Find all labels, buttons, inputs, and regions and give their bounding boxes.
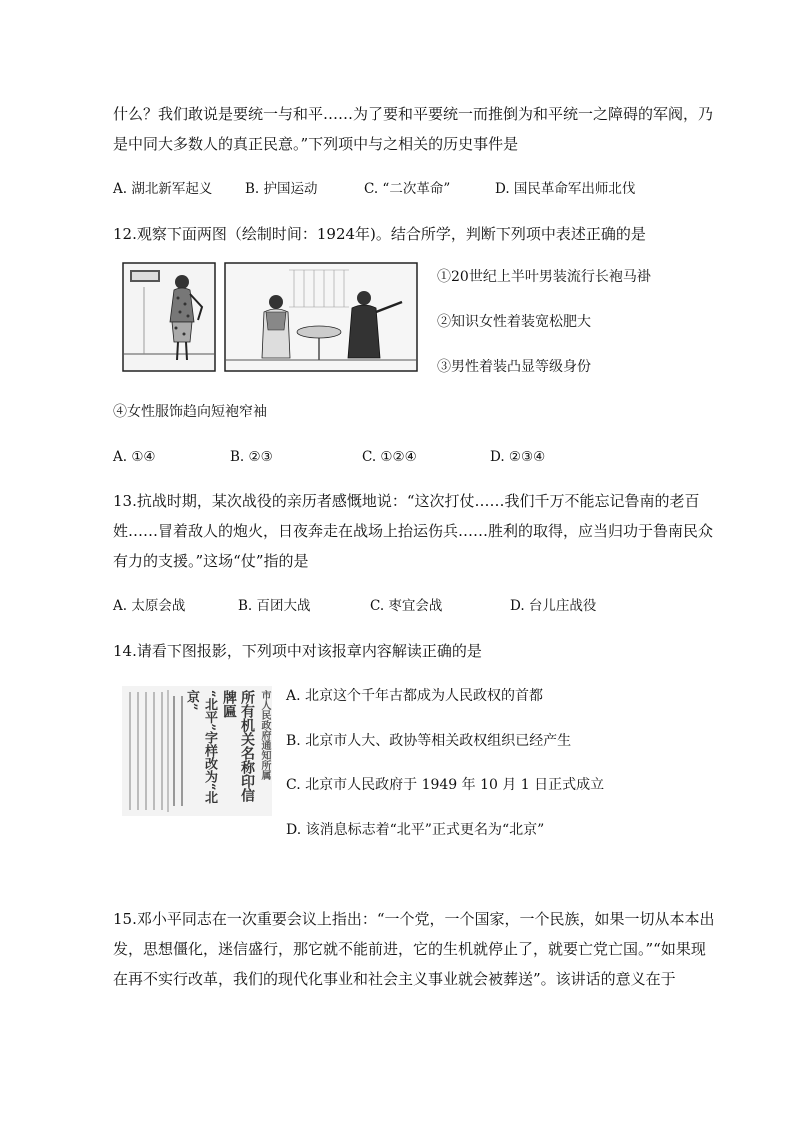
q12-option-a[interactable]: A. ①④ [113, 449, 156, 465]
q11-text-line-1: 什么？我们敢说是要统一与和平……为了要和平要统一而推倒为和平统一之障碍的军阀，乃 [113, 105, 714, 123]
q13-option-b[interactable]: B. 百团大战 [238, 598, 311, 614]
q14-option-a[interactable]: A. 北京这个千年古都成为人民政权的首都 [286, 688, 544, 704]
q11-option-d[interactable]: D. 国民革命军出师北伐 [495, 181, 636, 197]
q12-men-illustration [224, 262, 418, 372]
q12-statement-4: ④女性服饰趋向短袍窄袖 [113, 404, 267, 420]
q14-option-d[interactable]: D. 该消息标志着“北平”正式更名为“北京” [286, 822, 545, 838]
q14-clipping-headline-1: 市人民政府通知所属 [259, 690, 270, 780]
q14-stem: 14.请看下图报影，下列项中对该报章内容解读正确的是 [113, 642, 482, 660]
q14-option-c[interactable]: C. 北京市人民政府于 1949 年 10 月 1 日正式成立 [286, 777, 605, 793]
q13-option-d[interactable]: D. 台儿庄战役 [510, 598, 597, 614]
q11-option-a[interactable]: A. 湖北新军起义 [113, 181, 213, 197]
q14-newspaper-clipping [122, 686, 272, 816]
q12-option-b[interactable]: B. ②③ [230, 449, 273, 465]
q12-woman-illustration [122, 262, 216, 372]
q12-option-c[interactable]: C. ①②④ [362, 449, 417, 465]
q13-text-line-3: 有力的支援。”这场“仗”指的是 [113, 552, 309, 570]
q14-clipping-headline-2: 所有机关名称印信牌匾 [221, 690, 255, 802]
q12-statement-2: ②知识女性着装宽松肥大 [437, 314, 591, 330]
q12-statement-3: ③男性着装凸显等级身份 [437, 359, 591, 375]
q13-text-line-1: 13.抗战时期，某次战役的亲历者感慨地说：“这次打仗……我们千万不能忘记鲁南的老百 [113, 492, 700, 510]
q15-text-line-1: 15.邓小平同志在一次重要会议上指出：“一个党，一个国家，一个民族，如果一切从本本出 [113, 910, 715, 928]
q11-option-b[interactable]: B. 护国运动 [245, 181, 318, 197]
q11-option-c[interactable]: C. “二次革命” [364, 181, 451, 197]
q15-text-line-3: 在再不实行改革，我们的现代化事业和社会主义事业就会被葬送”。该讲话的意义在于 [113, 970, 676, 988]
q13-option-c[interactable]: C. 枣宜会战 [370, 598, 443, 614]
q13-text-line-2: 姓……冒着敌人的炮火，日夜奔走在战场上抬运伤兵……胜利的取得，应当归功于鲁南民众 [113, 522, 714, 540]
q14-clipping-headline-3: “北平”字样改为“北京” [184, 690, 217, 804]
q12-statement-1: ①20世纪上半叶男装流行长袍马褂 [437, 269, 651, 285]
q14-option-b[interactable]: B. 北京市人大、政协等相关政权组织已经产生 [286, 733, 572, 749]
q15-text-line-2: 发，思想僵化，迷信盛行，那它就不能前进，它的生机就停止了，就要亡党亡国。”“如果现 [113, 940, 706, 958]
q11-text-line-2: 是中同大多数人的真正民意。”下列项中与之相关的历史事件是 [113, 135, 519, 153]
q12-stem: 12.观察下面两图（绘制时间：1924年)。结合所学，判断下列项中表述正确的是 [113, 225, 646, 243]
q12-option-d[interactable]: D. ②③④ [490, 449, 546, 465]
q13-option-a[interactable]: A. 太原会战 [113, 598, 186, 614]
